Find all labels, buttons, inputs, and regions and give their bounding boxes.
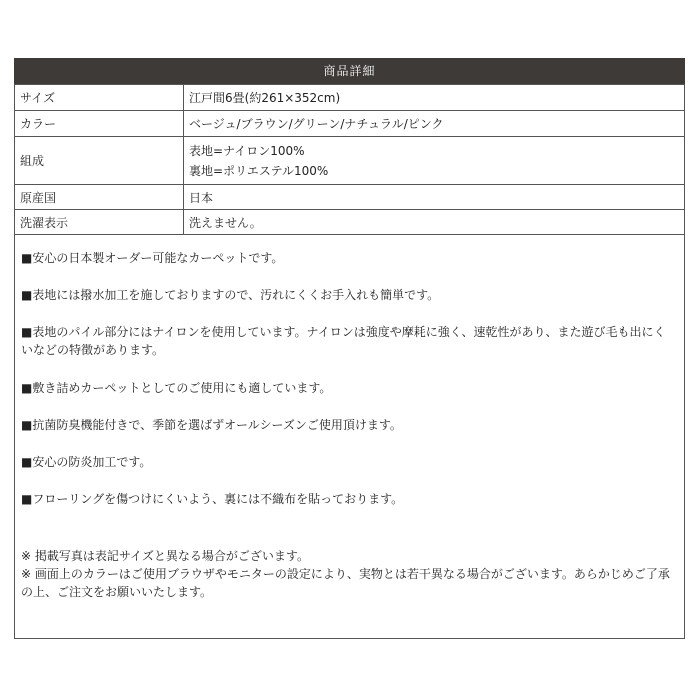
spec-value: 洗えません。 [184,210,685,235]
spec-label: カラー [15,111,184,137]
feature-bullet: ■抗菌防臭機能付きで、季節を選ばずオールシーズンご使用頂けます。 [21,418,402,432]
note-text: ※ 掲載写真は表記サイズと異なる場合がございます。 [21,549,309,563]
composition-surface: 表地=ナイロン100% [189,143,305,158]
spec-value: ベージュ/ブラウン/グリーン/ナチュラル/ピンク [184,111,685,137]
note-text: ※ 画面上のカラーはご使用ブラウザやモニターの設定により、実物とは若干異なる場合がございます。あらかじめご了承の上、ご注文をお願いいたします。 [21,567,670,599]
feature-bullet: ■安心の日本製オーダー可能なカーペットです。 [21,251,284,265]
spec-label: サイズ [15,85,184,111]
spec-label: 組成 [15,137,184,185]
spec-row-color [15,111,685,137]
spec-value: 江戸間6畳(約261×352cm) [184,85,685,111]
composition-backing: 裏地=ポリエステル100% [189,163,329,178]
spec-row-washing [15,210,685,235]
spec-label: 原産国 [15,185,184,210]
spec-row-size [15,85,685,111]
features-box [14,235,685,639]
feature-bullet: ■表地には撥水加工を施しておりますので、汚れにくくお手入れも簡単です。 [21,288,440,302]
spec-value [184,137,685,185]
feature-bullet: ■フローリングを傷つけにくいよう、裏には不織布を貼っております。 [21,492,404,506]
feature-bullet: ■安心の防炎加工です。 [21,455,152,469]
spec-value: 日本 [184,185,685,210]
feature-bullet: ■敷き詰めカーペットとしてのご使用にも適しています。 [21,381,332,395]
spec-row-composition [15,137,685,185]
feature-bullet: ■表地のパイル部分にはナイロンを使用しています。ナイロンは強度や摩耗に強く、速乾性があり、また遊び毛も出にくいなどの特徴があります。 [21,325,666,357]
spec-table [14,84,685,235]
section-header: 商品詳細 [14,58,685,84]
product-details-panel [14,58,685,639]
spec-row-origin [15,185,685,210]
spec-label: 洗濯表示 [15,210,184,235]
